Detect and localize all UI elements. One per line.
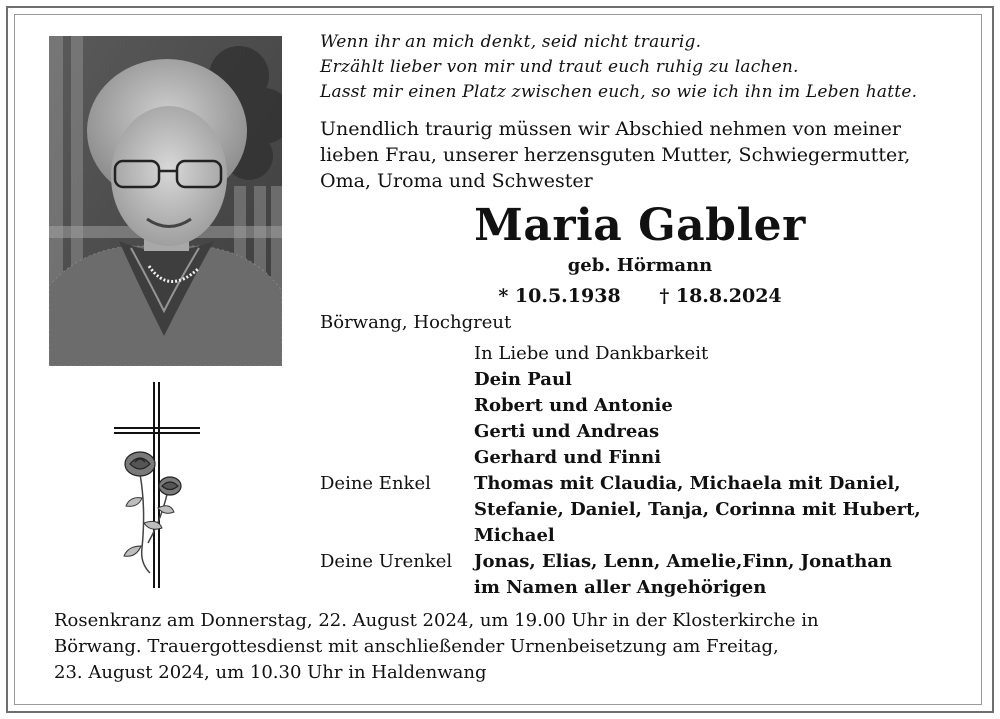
life-dates [320,283,960,309]
poem-line: Erzählt lieber von mir und traut euch ruhig zu lachen. [320,57,799,77]
intro-text [320,116,970,194]
grandchildren-names: Stefanie, Daniel, Tanja, Corinna mit Hubert, [474,499,921,520]
closing-line: im Namen aller Angehörigen [474,577,767,598]
service-line: Börwang. Trauergottesdienst mit anschließender Urnenbeisetzung am Freitag, [54,636,779,657]
grandchildren-names: Thomas mit Claudia, Michaela mit Daniel, [474,473,901,494]
birth-name: geb. Hörmann [567,255,713,276]
list-item [320,523,970,549]
grandchildren-names: Michael [474,525,555,546]
list-item [320,575,970,601]
mourner-name: Dein Paul [474,369,572,390]
grandchildren-label: Deine Enkel [320,473,431,494]
mourner-name: Gerti und Andreas [474,421,660,442]
great-grandchildren-label: Deine Urenkel [320,551,453,572]
great-grandchildren-names: Jonas, Elias, Lenn, Amelie,Finn, Jonathan [474,551,893,572]
mourners-list [320,341,970,601]
poem [320,30,970,105]
mourner-name: Gerhard und Finni [474,447,662,468]
mourner-name: Robert und Antonie [474,395,673,416]
birth-date: * 10.5.1938 [498,285,621,307]
poem-line: Wenn ihr an mich denkt, seid nicht traurig. [320,32,702,52]
list-item [320,549,970,575]
intro-line: Oma, Uroma und Schwester [320,170,593,192]
service-info [54,608,964,686]
list-item [320,445,970,471]
list-item [320,419,970,445]
list-item [320,393,970,419]
cross-with-roses-icon [110,378,210,593]
portrait-image [49,36,282,366]
deceased-name: Maria Gabler [474,200,806,251]
death-date: † 18.8.2024 [659,285,782,307]
service-line: 23. August 2024, um 10.30 Uhr in Haldenwang [54,662,487,683]
intro-line: lieben Frau, unserer herzensguten Mutter, Schwiegermutter, [320,144,911,166]
list-item [320,341,970,367]
intro-line: Unendlich traurig müssen wir Abschied nehmen von meiner [320,118,901,140]
service-line: Rosenkranz am Donnerstag, 22. August 2024, um 19.00 Uhr in der Klosterkirche in [54,610,819,631]
list-item [320,497,970,523]
portrait-photo [49,36,282,366]
residence: Börwang, Hochgreut [320,312,512,333]
poem-line: Lasst mir einen Platz zwischen euch, so wie ich ihn im Leben hatte. [320,82,918,102]
mourners-intro: In Liebe und Dankbarkeit [474,343,709,364]
list-item [320,367,970,393]
list-item [320,471,970,497]
